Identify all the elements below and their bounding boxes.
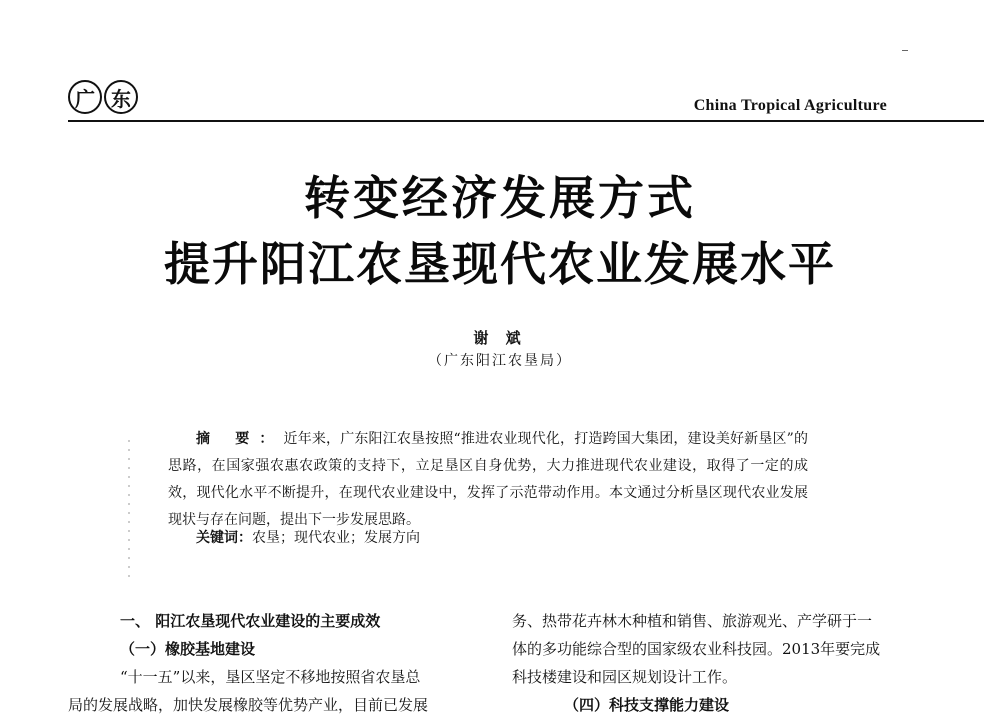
scan-artifact [128,440,130,580]
abstract-text: 近年来，广东阳江农垦按照“推进农业现代化，打造跨国大集团，建设美好新垦区”的思路，在国家强农惠农政策的支持下，立足垦区自身优势，大力推进现代农业建设，取得了一定的成效，现代化水平不断提升，在现代农业建设中，发挥了示范带动作用。本文通过分析垦区现代农业发展现状与存在问题，提出下一步发展思路。 [168,431,809,528]
left-column [68,607,488,719]
body-line: “十一五”以来，垦区坚定不移地按照省农垦总 [120,668,421,686]
region-char-2: 东 [104,80,138,114]
body-line: 局的发展战略，加快发展橡胶等优势产业，目前已发展 [68,696,429,714]
body-line: 科技楼建设和园区规划设计工作。 [512,668,738,686]
author: 谢 斌 [473,329,527,347]
affiliation: （广东阳江农垦局） [428,353,572,369]
sub-heading-rubber: （一）橡胶基地建设 [120,640,256,658]
header-rule [68,120,984,122]
region-char-1: 广 [68,80,102,114]
abstract [168,426,808,534]
keywords [196,527,420,547]
right-column [512,607,922,719]
body-line: 务、热带花卉林木种植和销售、旅游观光、产学研于一 [512,612,873,630]
keywords-text: 农垦；现代农业；发展方向 [252,530,420,546]
body-line: 体的多功能综合型的国家级农业科技园。2013年要完成 [512,640,881,658]
title-line-1: 转变经济发展方式 [304,171,696,225]
abstract-label: 摘 要： [196,431,284,447]
journal-name: China Tropical Agriculture [693,97,887,114]
sub-heading-tech: （四）科技支撑能力建设 [564,696,730,714]
scan-mark [902,50,908,51]
keywords-label: 关键词： [196,530,252,546]
region-badge [68,80,138,114]
section-heading: 一、 阳江农垦现代农业建设的主要成效 [120,612,381,630]
title-line-2: 提升阳江农垦现代农业发展水平 [164,237,836,291]
